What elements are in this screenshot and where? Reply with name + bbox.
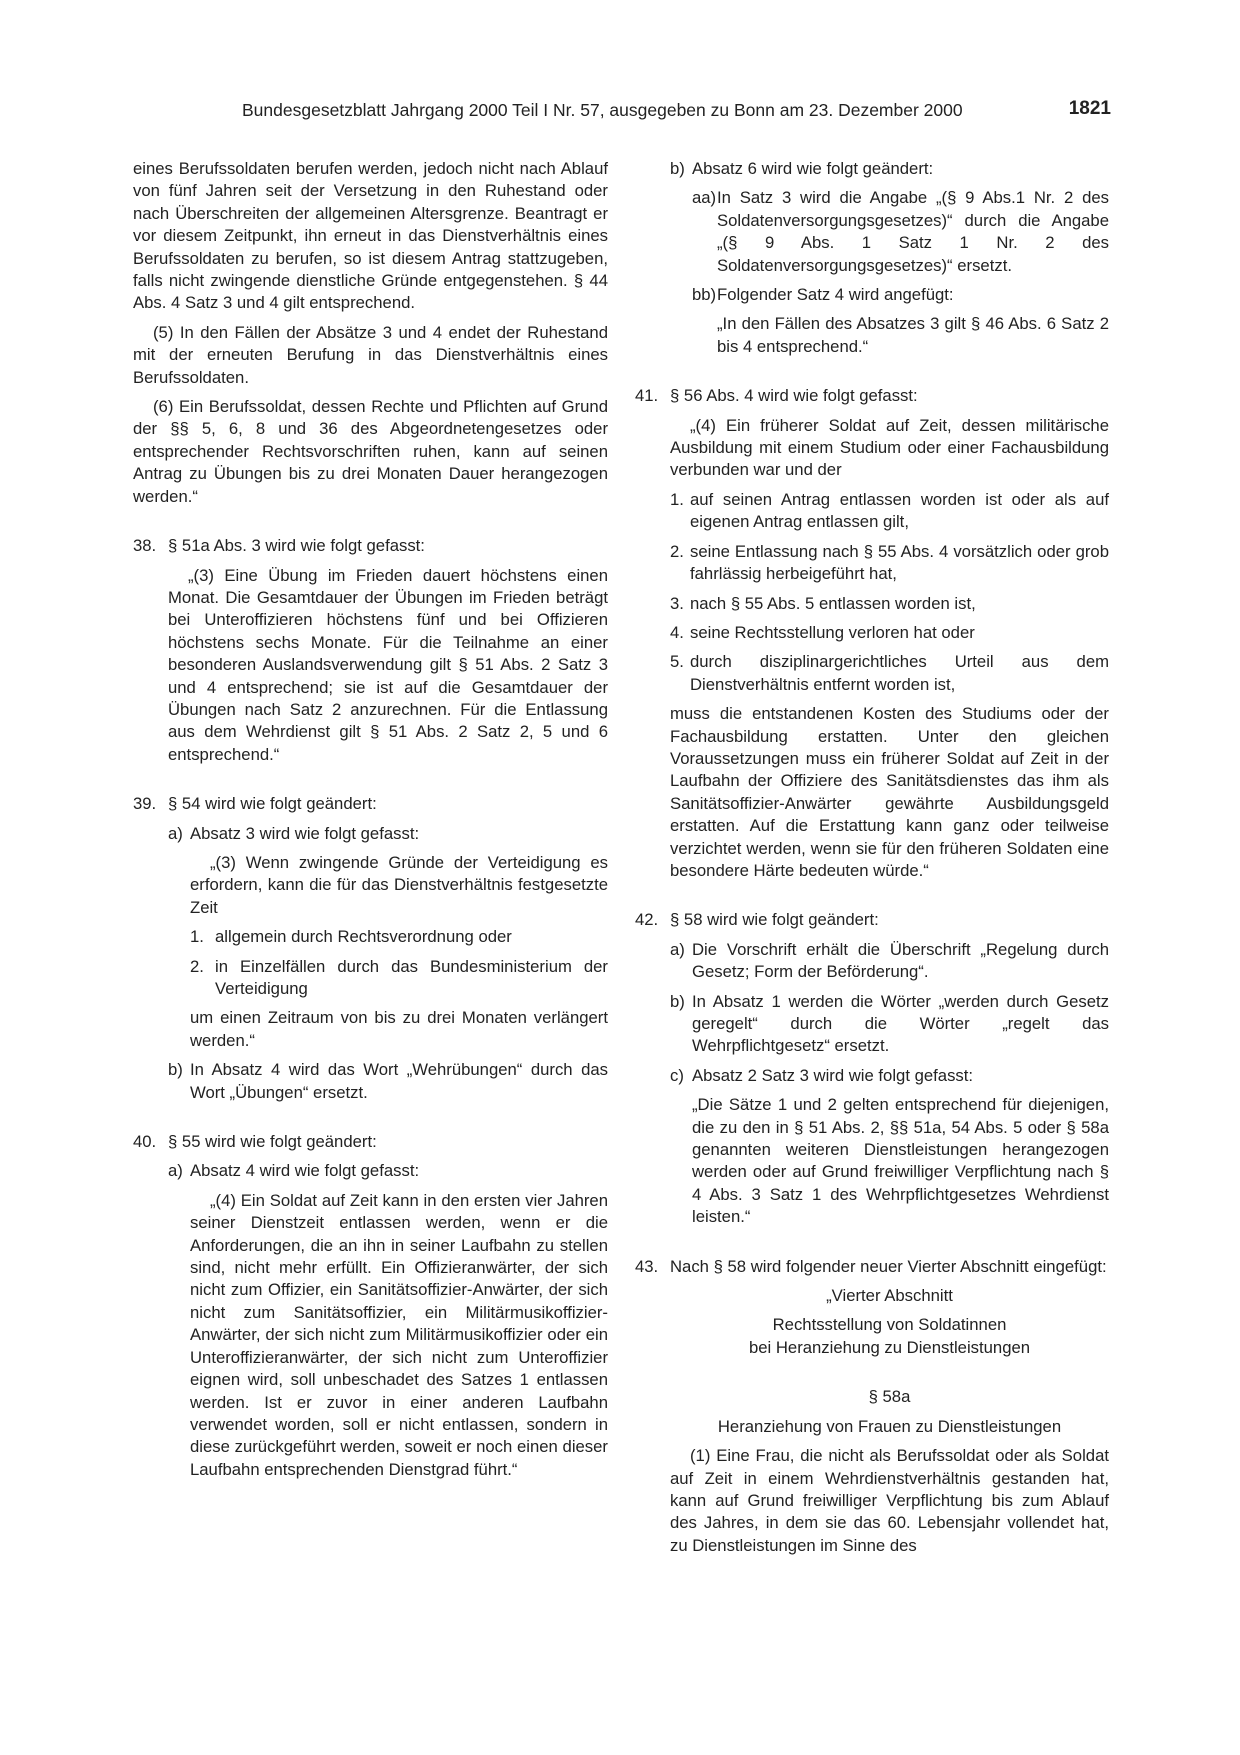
- item-number: 38.: [133, 536, 157, 556]
- paragraph-58a-1: (1) Eine Frau, die nicht als Berufssoldat oder als Soldat auf Zeit in einem Wehrdienstverhältnis gestanden hat, kann auf Grund freiwilliger Verpflichtung bis zum Ablauf des Jahres, in dem sie das 60. Lebensjahr vollendet hat, zu Dienstleistungen im Sinne des: [670, 1446, 1109, 1555]
- list-item: [635, 593, 1109, 615]
- sub-label: a): [670, 939, 685, 959]
- paragraph-title: Heranziehung von Frauen zu Dienstleistungen: [717, 1416, 1062, 1436]
- list-text: nach § 55 Abs. 5 entlassen worden ist,: [690, 593, 976, 613]
- sub-label: b): [670, 159, 685, 178]
- list-item: [133, 956, 608, 1001]
- quote-54-3: „(3) Wenn zwingende Gründe der Verteidigung es erfordern, kann die für das Dienstverhältnis festgesetzte Zeit: [190, 852, 608, 917]
- list-item: [635, 489, 1109, 534]
- paragraph-continuation: eines Berufssoldaten berufen werden, jedoch nicht nach Ablauf von fünf Jahren seit der Versetzung in den Ruhestand oder nach Überschreiten der allgemeinen Altersgrenze. Beantragt er vor diesem Zeitpunkt, ihn erneut in das Dienstverhältnis eines Berufssoldaten zu berufen, so ist diesem Antrag stattzugeben, falls nicht zwingende dienstliche Gründe entgegenstehen. § 44 Abs. 4 Satz 3 und 4 gilt entsprechend.: [133, 159, 608, 313]
- sub-label: b): [670, 991, 685, 1011]
- quote-55-4: „(4) Ein Soldat auf Zeit kann in den ersten vier Jahren seiner Dienstzeit entlassen werden, wenn er die Anforderungen, die an ihn in seiner Laufbahn zu stellen sind, nicht mehr erfüllt. Ein Offizieranwärter, der sich nicht zum Offizier, ein Sanitätsoffizier-Anwärter, der sich nicht zum Sanitätsoffizier, ein Militärmusikoffizier-Anwärter, der sich nicht zum Militärmusikoffizier oder ein Unteroffizieranwärter, der sich nicht zum Unteroffizier eignen wird, soll unbeschadet des Satzes 1 entlassen werden. Ist er zuvor in einer anderen Laufbahn verwendet worden, soll er nicht entlassen, sondern in diese zurückgeführt werden, soweit er noch einen dieser Laufbahn entsprechenden Dienstgrad führt.“: [190, 1190, 608, 1479]
- sub-label: b): [168, 1060, 183, 1080]
- right-column: [635, 158, 1109, 1557]
- item-40b-aa: [635, 187, 1109, 277]
- sub-text: In Absatz 1 werden die Wörter „werden durch Gesetz geregelt“ durch die Wörter „regelt das Wehrpflichtgesetz“ ersetzt.: [692, 991, 1109, 1056]
- sub-text: Absatz 3 wird wie folgt gefasst:: [190, 823, 420, 843]
- item-40b: [635, 158, 1109, 180]
- item-40b-bb: [635, 284, 1109, 306]
- list-text: allgemein durch Rechtsverordnung oder: [215, 927, 512, 947]
- list-number: 5.: [670, 652, 684, 672]
- inserted-section: [635, 1285, 1109, 1557]
- paragraph-heading: § 58a: [868, 1387, 911, 1407]
- list-number: 2.: [670, 541, 684, 561]
- sub-text: In Absatz 4 wird das Wort „Wehrübungen“ durch das Wort „Übungen“ ersetzt.: [190, 1060, 608, 1102]
- section-subtitle-line2: bei Heranziehung zu Dienstleistungen: [748, 1337, 1031, 1357]
- quote-56-4: „(4) Ein früherer Soldat auf Zeit, dessen militärische Ausbildung mit einem Studium oder einer Fachausbildung verbunden war und der: [670, 415, 1109, 480]
- paragraph-5: (5) In den Fällen der Absätze 3 und 4 endet der Ruhestand mit der erneuten Berufung in das Dienstverhältnis eines Berufssoldaten.: [133, 322, 608, 387]
- item-number: 40.: [133, 1132, 157, 1152]
- item-text: § 51a Abs. 3 wird wie folgt gefasst:: [168, 536, 425, 556]
- item-number: 39.: [133, 794, 157, 814]
- item-40: [133, 1131, 608, 1153]
- list-number: 1.: [670, 489, 684, 509]
- list-text: seine Rechtsstellung verloren hat oder: [690, 622, 975, 642]
- sub-text: Absatz 2 Satz 3 wird wie folgt gefasst:: [692, 1065, 974, 1085]
- item-39: [133, 793, 608, 815]
- quote-tail: muss die entstandenen Kosten des Studiums oder der Fachausbildung erstatten. Unter den gleichen Voraussetzungen muss ein früherer Soldat auf Zeit in der Laufbahn der Offiziere des Sanitätsdienstes das ihm als Sanitätsoffizier-Anwärter gewährte Ausbildungsgeld erstatten. Auf die Erstattung kann ganz oder teilweise verzichtet werden, wenn sie für den früheren Soldaten eine besondere Härte bedeuten würde.“: [670, 704, 1109, 880]
- item-text: Nach § 58 wird folgender neuer Vierter Abschnitt eingefügt:: [670, 1256, 1107, 1276]
- item-number: 42.: [635, 910, 659, 930]
- item-number: 43.: [635, 1256, 659, 1276]
- item-text: § 56 Abs. 4 wird wie folgt gefasst:: [670, 386, 918, 406]
- item-text: § 54 wird wie folgt geändert:: [168, 794, 377, 814]
- item-40a: [133, 1160, 608, 1182]
- sub-label: c): [670, 1065, 684, 1085]
- item-42a: [635, 939, 1109, 984]
- quote-51a: „(3) Eine Übung im Frieden dauert höchstens einen Monat. Die Gesamtdauer der Übungen im Frieden beträgt bei Unteroffizieren höchstens fünf und bei Offizieren höchstens sechs Monate. Für die Teilnahme an einer besonderen Auslandsverwendung gilt § 51 Abs. 2 Satz 3 und 4 entsprechend; sie ist auf die Gesamtdauer der Übungen nach Satz 2 anzurechnen. Für die Entlassung aus dem Wehrdienst gilt § 51 Abs. 2 Satz 2, 5 und 6 entsprechend.“: [168, 565, 608, 764]
- sub-label: a): [168, 823, 183, 843]
- sub-text: Absatz 4 wird wie folgt gefasst:: [190, 1161, 420, 1181]
- item-43: [635, 1256, 1109, 1278]
- item-42c: [635, 1065, 1109, 1087]
- list-text: durch disziplinargerichtliches Urteil aus dem Dienstverhältnis entfernt worden ist,: [690, 652, 1109, 694]
- item-39b: [133, 1059, 608, 1104]
- section-subtitle-line1: Rechtsstellung von Soldatinnen: [772, 1315, 1007, 1335]
- section-heading: „Vierter Abschnitt: [826, 1286, 953, 1306]
- item-41: [635, 385, 1109, 407]
- quote-46: „In den Fällen des Absatzes 3 gilt § 46 Abs. 6 Satz 2 bis 4 entsprechend.“: [717, 314, 1109, 356]
- list-item: [635, 651, 1109, 696]
- item-42b: [635, 991, 1109, 1058]
- item-42: [635, 909, 1109, 931]
- quote-tail: um einen Zeitraum von bis zu drei Monaten verlängert werden.“: [190, 1008, 608, 1050]
- list-item: [133, 926, 608, 948]
- item-number: 41.: [635, 386, 659, 406]
- item-38: [133, 535, 608, 557]
- list-text: auf seinen Antrag entlassen worden ist oder als auf eigenen Antrag entlassen gilt,: [690, 489, 1109, 532]
- list-item: [635, 622, 1109, 644]
- item-text: § 55 wird wie folgt geändert:: [168, 1132, 377, 1152]
- sub-text: Folgender Satz 4 wird angefügt:: [717, 285, 954, 305]
- list-text: seine Entlassung nach § 55 Abs. 4 vorsätzlich oder grob fahrlässig herbeigeführt hat,: [690, 541, 1109, 584]
- list-number: 3.: [670, 593, 684, 613]
- item-39a: [133, 823, 608, 845]
- list-text: in Einzelfällen durch das Bundesministerium der Verteidigung: [215, 956, 608, 998]
- left-column: [133, 158, 608, 1481]
- sub-label: bb): [692, 285, 717, 305]
- list-item: [635, 541, 1109, 586]
- list-number: 4.: [670, 622, 684, 642]
- list-number: 1.: [190, 927, 204, 947]
- page-header: [0, 100, 1240, 126]
- quote-58-2: „Die Sätze 1 und 2 gelten entsprechend für diejenigen, die zu den in § 51 Abs. 2, §§ 51a, 54 Abs. 5 oder § 58a genannten weiteren Dienstleistungen herangezogen werden oder auf Grund freiwilliger Verpflichtung nach § 4 Abs. 3 Satz 1 des Wehrpflichtgesetzes Wehrdienst leisten.“: [692, 1095, 1109, 1227]
- sub-label: a): [168, 1161, 183, 1181]
- sub-text: In Satz 3 wird die Angabe „(§ 9 Abs.1 Nr. 2 des Soldatenversorgungsgesetzes)“ durch die Angabe „(§ 9 Abs. 1 Satz 1 Nr. 2 des Soldatenversorgungsgesetzes)“ ersetzt.: [717, 188, 1109, 275]
- sub-text: Die Vorschrift erhält die Überschrift „Regelung durch Gesetz; Form der Beförderung“.: [692, 939, 1109, 982]
- paragraph-6: (6) Ein Berufssoldat, dessen Rechte und Pflichten auf Grund der §§ 5, 6, 8 und 36 des Abgeordnetengesetzes oder entsprechender Rechtsvorschriften ruhen, kann auf seinen Antrag zu Übungen bis zu drei Monaten Dauer herangezogen werden.“: [133, 397, 608, 506]
- header-title: Bundesgesetzblatt Jahrgang 2000 Teil I Nr. 57, ausgegeben zu Bonn am 23. Dezember 2000: [242, 100, 963, 120]
- sub-label: aa): [692, 188, 717, 208]
- sub-text: Absatz 6 wird wie folgt geändert:: [692, 159, 934, 178]
- item-text: § 58 wird wie folgt geändert:: [670, 910, 879, 930]
- list-number: 2.: [190, 956, 204, 976]
- page-number: 1821: [1068, 98, 1111, 119]
